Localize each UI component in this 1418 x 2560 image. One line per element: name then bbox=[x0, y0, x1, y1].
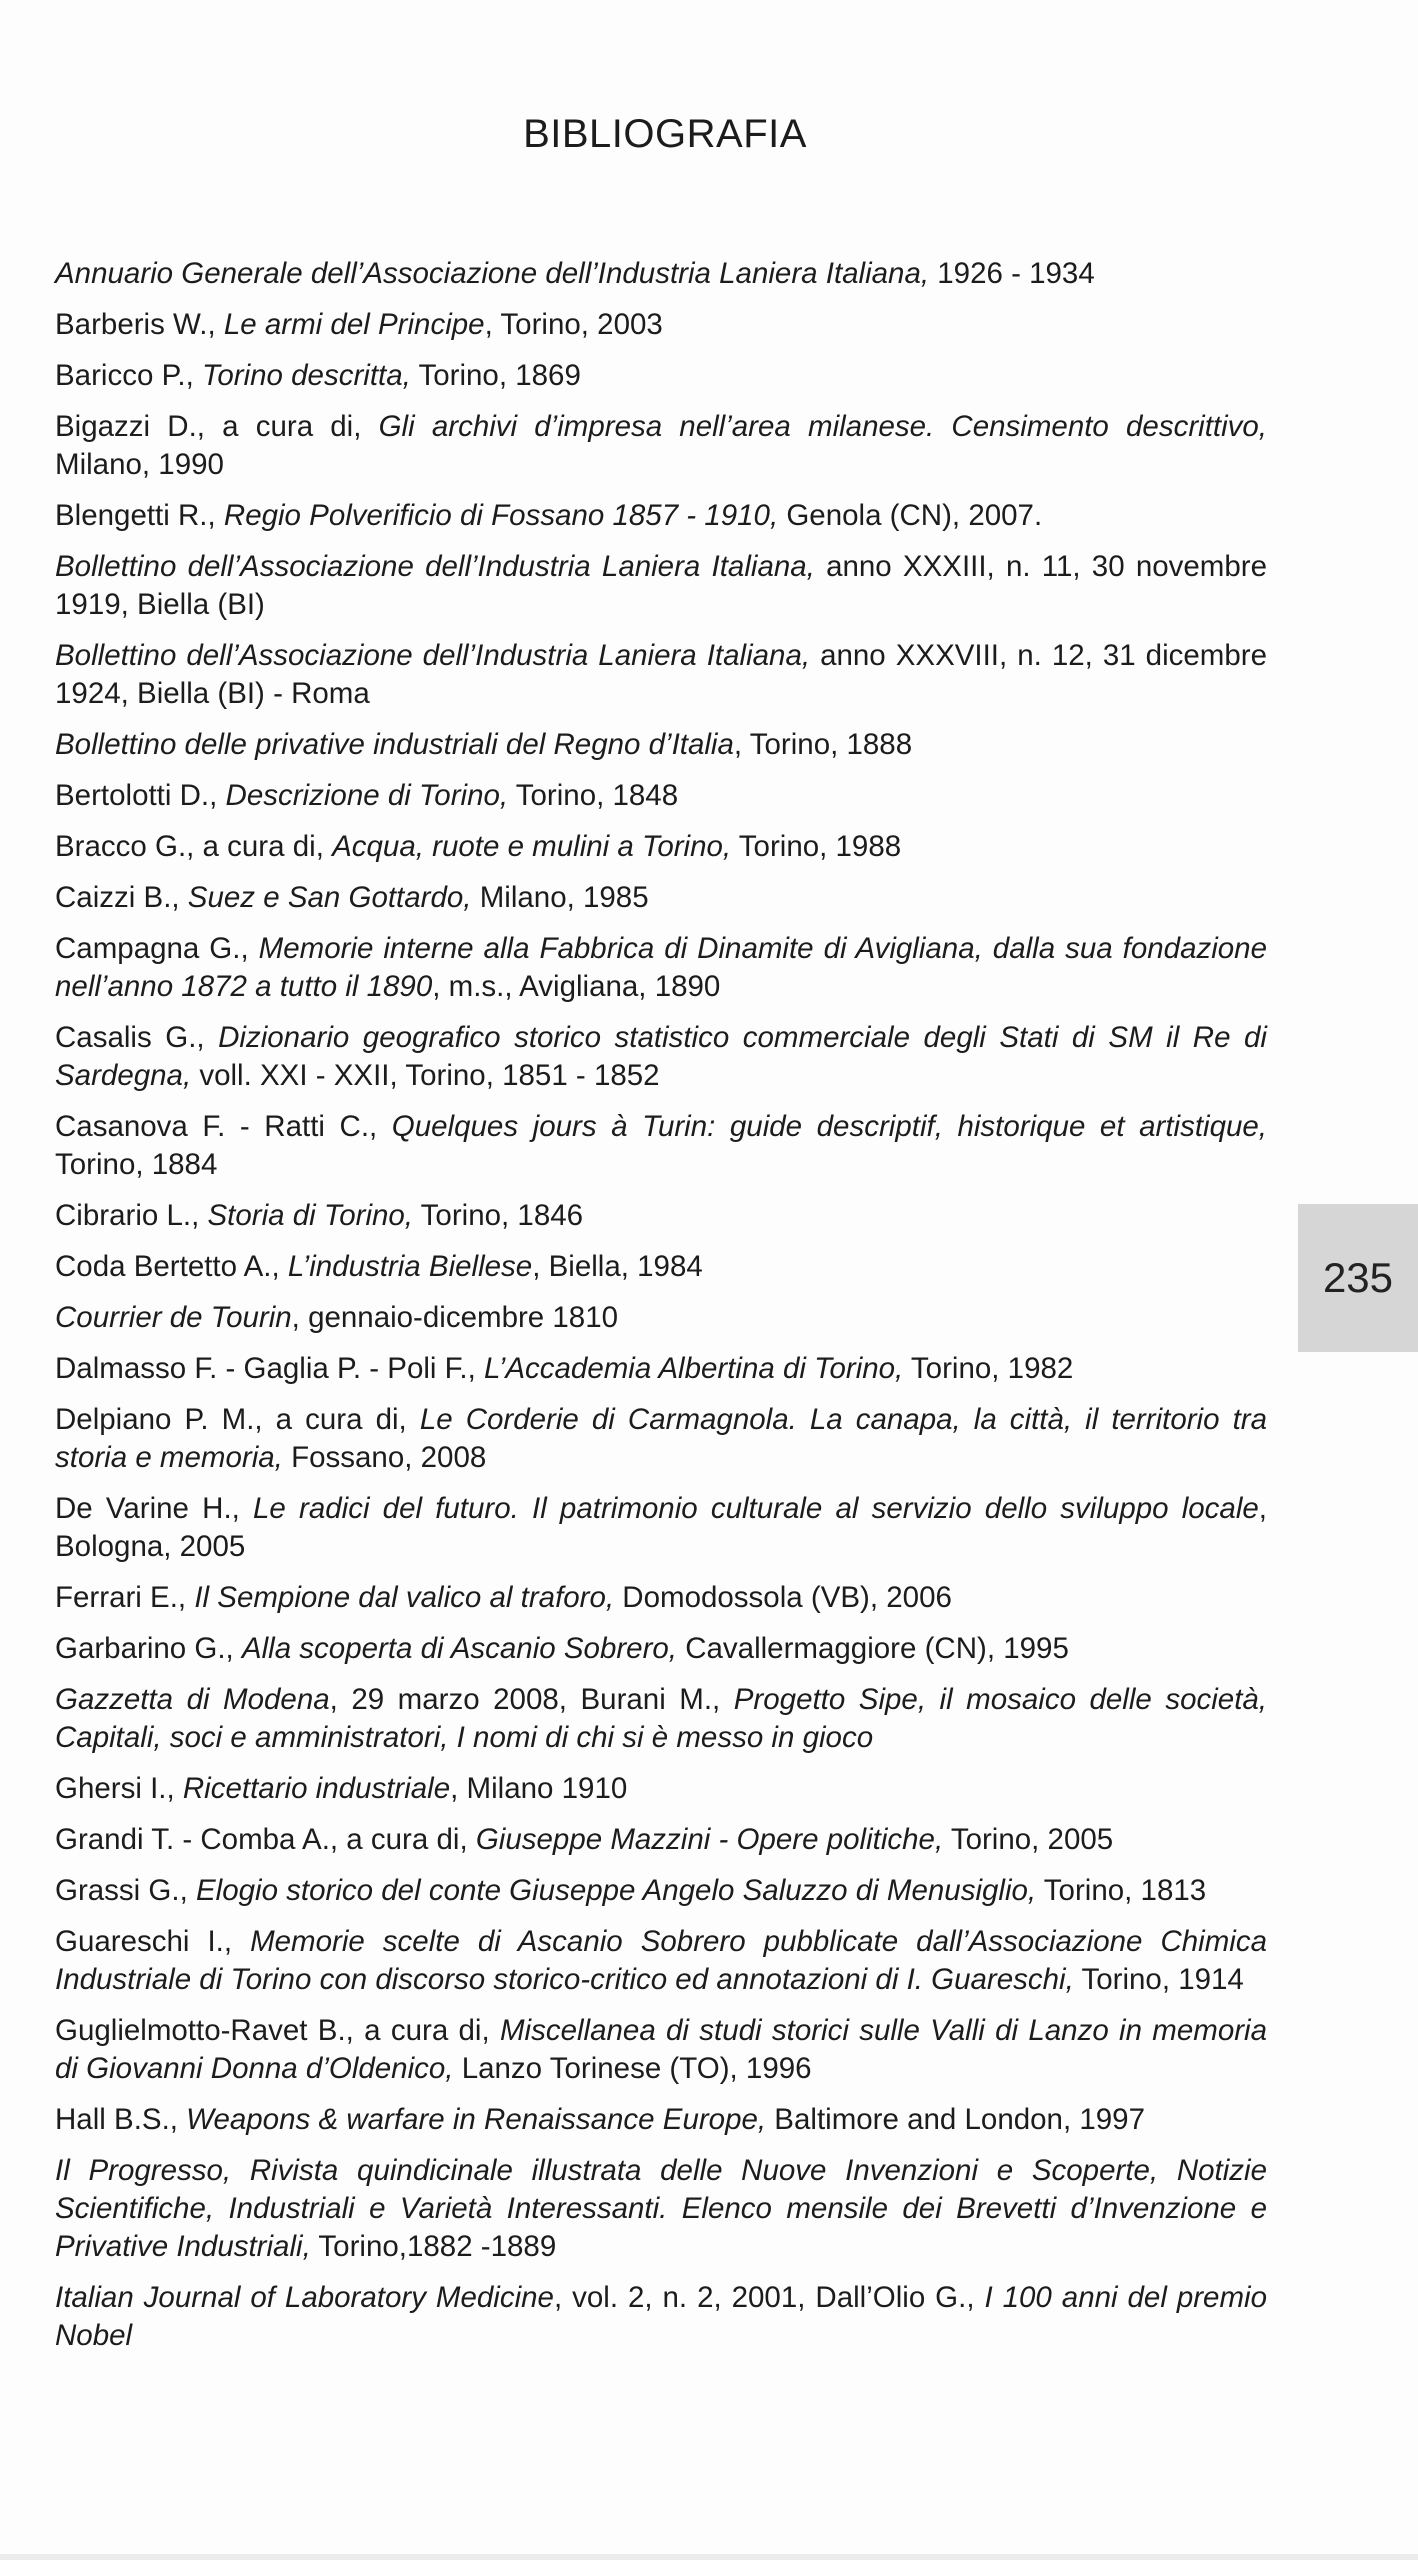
entry-title-text: Regio Polverificio di Fossano 1857 - 1910, bbox=[223, 499, 779, 532]
entry-text: , Biella, 1984 bbox=[532, 1250, 703, 1283]
entry-title-text: I 100 anni del premio Nobel bbox=[55, 2281, 1267, 2352]
entry-text: Guareschi I., bbox=[55, 1925, 251, 1958]
page-title: BIBLIOGRAFIA bbox=[523, 112, 807, 156]
entry-text: anno XXXIII, n. 11, 30 novembre 1919, Biella (BI) bbox=[55, 550, 1267, 621]
entry-text: Bertolotti D., bbox=[55, 779, 226, 812]
entry-text: Milano, 1990 bbox=[55, 448, 224, 481]
page-number: 235 bbox=[1322, 1254, 1394, 1301]
entry-text: , vol. 2, n. 2, 2001, Dall’Olio G., bbox=[553, 2281, 985, 2314]
bibliography-entry bbox=[55, 726, 1267, 764]
entry-text: Caizzi B., bbox=[55, 881, 188, 914]
entry-text: Dalmasso F. - Gaglia P. - Poli F., bbox=[55, 1352, 484, 1385]
bibliography-entry bbox=[55, 2279, 1267, 2355]
entry-text: , m.s., Avigliana, 1890 bbox=[432, 970, 721, 1003]
bibliography-entry bbox=[55, 1872, 1267, 1910]
entry-text: Ferrari E., bbox=[55, 1581, 195, 1614]
entry-title-text: Il Progresso, Rivista quindicinale illustrata delle Nuove Invenzioni e Scoperte, Notizie Scientifiche, Industriali e Varietà Interessanti. Elenco mensile dei Brevetti d’Invenzione e Privative Industriali, bbox=[55, 2154, 1267, 2263]
entry-title-text: Bollettino dell’Associazione dell’Industria Laniera Italiana, bbox=[55, 550, 815, 583]
page-number-tab bbox=[1298, 1204, 1418, 1352]
entry-text: , 29 marzo 2008, Burani M., bbox=[329, 1683, 734, 1716]
entry-title-text: Elogio storico del conte Giuseppe Angelo Saluzzo di Menusiglio, bbox=[195, 1874, 1037, 1907]
entry-text: Bigazzi D., a cura di, bbox=[55, 410, 379, 443]
entry-title-text: Italian Journal of Laboratory Medicine bbox=[55, 2281, 554, 2314]
bibliography-entry bbox=[55, 255, 1267, 293]
entry-text: Torino, 1914 bbox=[1073, 1963, 1244, 1996]
bibliography-entry bbox=[55, 306, 1267, 344]
entry-text: , gennaio-dicembre 1810 bbox=[291, 1301, 619, 1334]
entry-title-text: Courrier de Tourin bbox=[55, 1301, 292, 1334]
entry-title-text: Suez e San Gottardo, bbox=[187, 881, 472, 914]
entry-text: Garbarino G., bbox=[55, 1632, 242, 1665]
entry-text: Domodossola (VB), 2006 bbox=[614, 1581, 952, 1614]
entry-title-text: Gazzetta di Modena bbox=[55, 1683, 330, 1716]
bibliography-entry bbox=[55, 1299, 1267, 1337]
entry-text: , Bologna, 2005 bbox=[55, 1492, 1267, 1563]
entry-text: Grassi G., bbox=[55, 1874, 196, 1907]
bibliography-entry bbox=[55, 2101, 1267, 2139]
entry-title-text: Annuario Generale dell’Associazione dell’Industria Laniera Italiana, bbox=[55, 257, 930, 290]
bibliography-list bbox=[55, 255, 1267, 2368]
bibliography-entry bbox=[55, 1019, 1267, 1095]
entry-title-text: Descrizione di Torino, bbox=[225, 779, 509, 812]
bibliography-entry bbox=[55, 497, 1267, 535]
entry-text: Torino, 1869 bbox=[410, 359, 581, 392]
entry-text: Casanova F. - Ratti C., bbox=[55, 1110, 392, 1143]
entry-text: Hall B.S., bbox=[55, 2103, 187, 2136]
entry-text: Casalis G., bbox=[55, 1021, 219, 1054]
entry-text: Fossano, 2008 bbox=[282, 1441, 487, 1474]
entry-text: voll. XXI - XXII, Torino, 1851 - 1852 bbox=[191, 1059, 660, 1092]
entry-title-text: L’Accademia Albertina di Torino, bbox=[484, 1352, 904, 1385]
entry-title-text: Quelques jours à Turin: guide descriptif, historique et artistique, bbox=[391, 1110, 1267, 1143]
entry-text: Delpiano P. M., a cura di, bbox=[55, 1403, 420, 1436]
entry-title-text: Gli archivi d’impresa nell’area milanese. Censimento descrittivo, bbox=[378, 410, 1267, 443]
bibliography-entry bbox=[55, 1197, 1267, 1235]
entry-text: anno XXXVIII, n. 12, 31 dicembre 1924, Biella (BI) - Roma bbox=[55, 639, 1267, 710]
bibliography-entry bbox=[55, 1401, 1267, 1477]
entry-text: Genola (CN), 2007. bbox=[778, 499, 1043, 532]
bibliography-entry bbox=[55, 1108, 1267, 1184]
entry-text: Baricco P., bbox=[55, 359, 203, 392]
entry-text: Torino, 1884 bbox=[55, 1148, 218, 1181]
entry-text: Grandi T. - Comba A., a cura di, bbox=[55, 1823, 476, 1856]
entry-title-text: Progetto Sipe, il mosaico delle società, Capitali, soci e amministratori, I nomi di chi si è messo in gioco bbox=[55, 1683, 1267, 1754]
entry-text: Guglielmotto-Ravet B., a cura di, bbox=[55, 2014, 500, 2047]
entry-text: Torino, 1813 bbox=[1036, 1874, 1207, 1907]
entry-text: Torino, 1982 bbox=[903, 1352, 1074, 1385]
entry-text: Milano, 1985 bbox=[471, 881, 649, 914]
bibliography-entry bbox=[55, 777, 1267, 815]
entry-title-text: Torino descritta, bbox=[202, 359, 411, 392]
entry-text: Torino, 2005 bbox=[943, 1823, 1114, 1856]
entry-title-text: Le armi del Principe bbox=[223, 308, 485, 341]
entry-title-text: Bollettino delle privative industriali del Regno d’Italia bbox=[55, 728, 734, 761]
entry-title-text: Bollettino dell’Associazione dell’Industria Laniera Italiana, bbox=[55, 639, 811, 672]
bibliography-entry bbox=[55, 1770, 1267, 1808]
entry-title-text: Memorie scelte di Ascanio Sobrero pubblicate dall’Associazione Chimica Industriale di Torino con discorso storico-critico ed annotazioni di I. Guareschi, bbox=[55, 1925, 1268, 1996]
entry-title-text: Alla scoperta di Ascanio Sobrero, bbox=[241, 1632, 678, 1665]
entry-text: Coda Bertetto A., bbox=[55, 1250, 288, 1283]
entry-text: Cavallermaggiore (CN), 1995 bbox=[677, 1632, 1069, 1665]
entry-title-text: Memorie interne alla Fabbrica di Dinamite di Avigliana, dalla sua fondazione nell’anno 1872 a tutto il 1890 bbox=[55, 932, 1267, 1003]
entry-text: , Milano 1910 bbox=[450, 1772, 628, 1805]
entry-text: Torino, 1988 bbox=[731, 830, 902, 863]
entry-title-text: Le radici del futuro. Il patrimonio culturale al servizio dello sviluppo locale bbox=[253, 1492, 1259, 1525]
bibliography-entry bbox=[55, 1681, 1267, 1757]
entry-text: , Torino, 2003 bbox=[484, 308, 663, 341]
entry-title-text: Storia di Torino, bbox=[207, 1199, 414, 1232]
entry-title-text: Giuseppe Mazzini - Opere politiche, bbox=[475, 1823, 944, 1856]
entry-text: 1926 - 1934 bbox=[929, 257, 1095, 290]
bibliography-entry bbox=[55, 1630, 1267, 1668]
entry-title-text: Acqua, ruote e mulini a Torino, bbox=[332, 830, 732, 863]
entry-text: Bracco G., a cura di, bbox=[55, 830, 333, 863]
bibliography-entry bbox=[55, 357, 1267, 395]
bibliography-entry bbox=[55, 1579, 1267, 1617]
entry-title-text: Dizionario geografico storico statistico commerciale degli Stati di SM il Re di Sardegna, bbox=[55, 1021, 1267, 1092]
entry-text: Torino, 1848 bbox=[508, 779, 679, 812]
entry-text: Ghersi I., bbox=[55, 1772, 183, 1805]
bibliography-entry bbox=[55, 2012, 1267, 2088]
bibliography-entry bbox=[55, 930, 1267, 1006]
entry-text: De Varine H., bbox=[55, 1492, 254, 1525]
bibliography-entry bbox=[55, 548, 1267, 624]
entry-title-text: Weapons & warfare in Renaissance Europe, bbox=[186, 2103, 767, 2136]
entry-title-text: Le Corderie di Carmagnola. La canapa, la città, il territorio tra storia e memoria, bbox=[55, 1403, 1268, 1474]
entry-title-text: Miscellanea di studi storici sulle Valli di Lanzo in memoria di Giovanni Donna d’Oldenico, bbox=[55, 2014, 1268, 2085]
entry-text: Torino, 1846 bbox=[413, 1199, 584, 1232]
entry-text: Blengetti R., bbox=[55, 499, 224, 532]
entry-title-text: L’industria Biellese bbox=[287, 1250, 533, 1283]
bibliography-entry bbox=[55, 828, 1267, 866]
bibliography-entry bbox=[55, 1490, 1267, 1566]
entry-title-text: Ricettario industriale bbox=[182, 1772, 451, 1805]
bibliography-entry bbox=[55, 879, 1267, 917]
entry-text: Lanzo Torinese (TO), 1996 bbox=[453, 2052, 812, 2085]
bibliography-entry bbox=[55, 2152, 1267, 2266]
entry-text: Baltimore and London, 1997 bbox=[766, 2103, 1145, 2136]
bibliography-entry bbox=[55, 637, 1267, 713]
bibliography-entry bbox=[55, 1821, 1267, 1859]
bibliography-entry bbox=[55, 1350, 1267, 1388]
entry-text: Cibrario L., bbox=[55, 1199, 208, 1232]
bibliography-entry bbox=[55, 1923, 1267, 1999]
entry-text: Barberis W., bbox=[55, 308, 224, 341]
entry-text: Torino,1882 -1889 bbox=[310, 2230, 557, 2263]
entry-text: , Torino, 1888 bbox=[733, 728, 913, 761]
entry-title-text: Il Sempione dal valico al traforo, bbox=[194, 1581, 615, 1614]
bibliography-entry bbox=[55, 1248, 1267, 1286]
entry-text: Campagna G., bbox=[55, 932, 259, 965]
page-bottom-edge bbox=[0, 2554, 1418, 2560]
bibliography-entry bbox=[55, 408, 1267, 484]
